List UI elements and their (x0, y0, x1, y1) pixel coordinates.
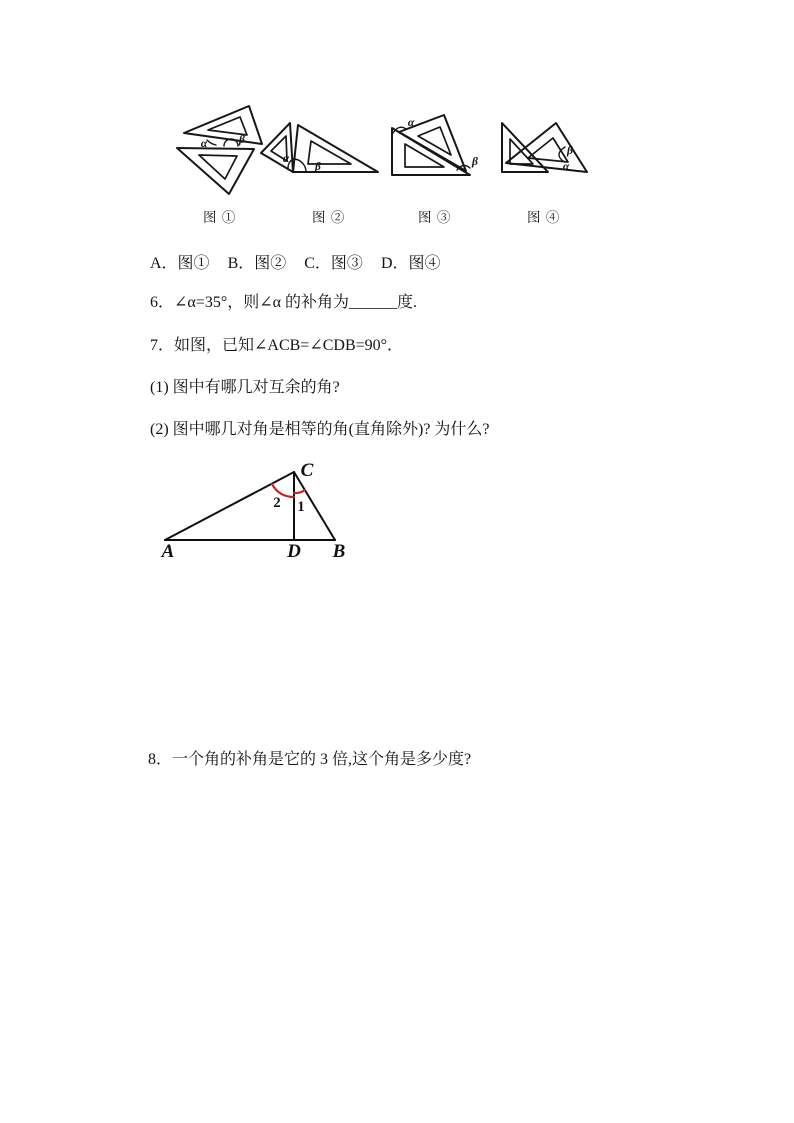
vertex-D-label: D (287, 541, 301, 562)
figure-4-caption: 图 ④ (527, 210, 561, 225)
fig1-beta-label: β (239, 134, 245, 146)
question-7-sub1: (1) 图中有哪几对互余的角? (150, 379, 340, 396)
question-8-text: 8．一个角的补角是它的 3 倍,这个角是多少度? (148, 751, 472, 768)
figure-2-drawing (258, 116, 386, 180)
fig3-alpha-label: α (407, 117, 415, 129)
figure-strip (0, 0, 794, 240)
fig2-beta-arc (294, 159, 306, 172)
option-a: A．图① (150, 255, 210, 272)
option-b: B．图② (227, 255, 287, 272)
figure-2-caption: 图 ② (312, 210, 346, 225)
question5-options (150, 250, 455, 273)
fig1-alpha-arc (207, 140, 216, 145)
fig1-top-ruler (184, 106, 262, 144)
question-7-figure (152, 458, 392, 570)
figure-4-drawing (496, 102, 598, 196)
fig1-alpha-label: α (200, 138, 208, 150)
question-7-sub2: (2) 图中哪几对角是相等的角(直角除外)? 为什么? (150, 421, 490, 438)
figure-3-caption: 图 ③ (418, 210, 452, 225)
figure-1-caption: 图 ① (203, 210, 237, 225)
fig4-beta-label: β (567, 145, 573, 157)
vertex-A-label: A (161, 541, 175, 562)
fig2-beta-label: β (315, 161, 321, 173)
option-c: C．图③ (304, 255, 363, 272)
fig2-alpha-label: α (282, 153, 290, 165)
figure-1-drawing (176, 97, 264, 199)
question-6-text: 6．∠α=35°，则∠α 的补角为______度. (150, 294, 418, 311)
fig2-right-ruler (293, 125, 378, 172)
fig4-alpha-label: α (562, 161, 570, 173)
figure-3-drawing (386, 102, 482, 196)
angle-1-label: 1 (297, 499, 305, 515)
vertex-B-label: B (332, 541, 346, 562)
vertex-C-label: C (300, 460, 314, 481)
option-d: D．图④ (380, 255, 441, 272)
angle-2-label: 2 (273, 495, 281, 511)
fig3-beta-label: β (472, 156, 478, 168)
fig1-bottom-ruler-hole (199, 155, 237, 179)
fig3-top-ruler-hole (418, 127, 451, 155)
angle-1-arc (294, 490, 305, 493)
question-7-text: 7．如图，已知∠ACB=∠CDB=90°． (150, 337, 404, 354)
